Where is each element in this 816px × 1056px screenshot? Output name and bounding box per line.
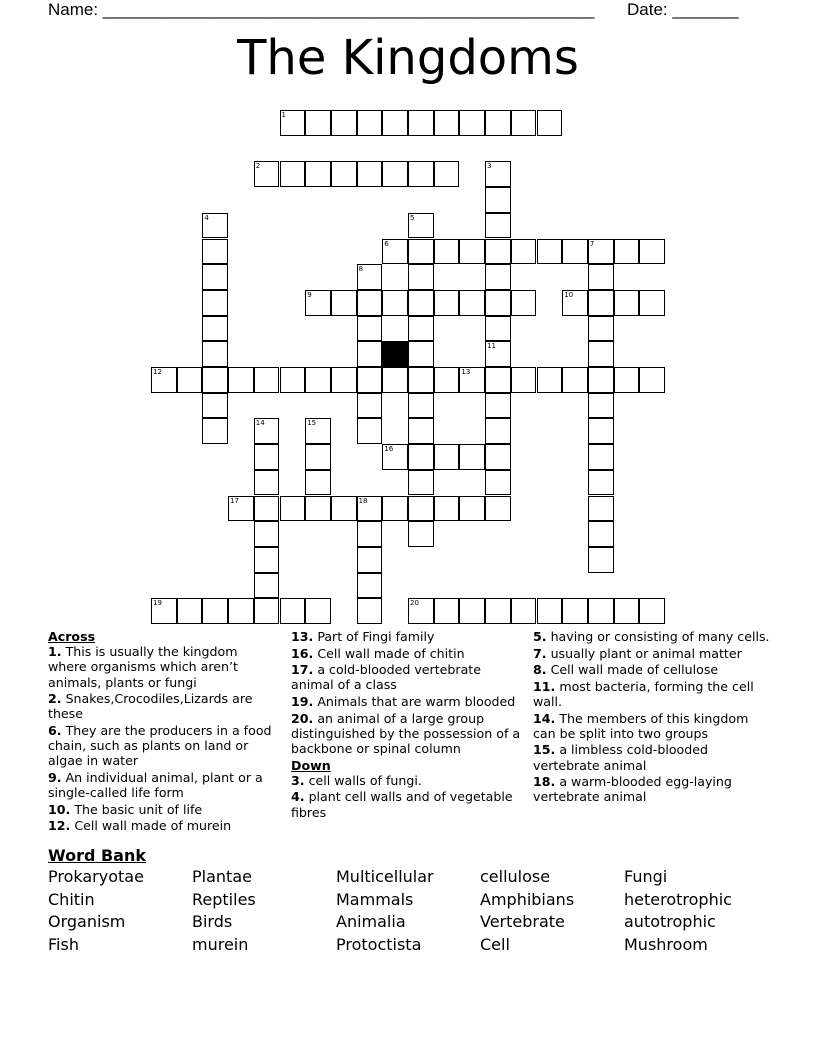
- word-bank-word: Multicellular: [336, 867, 434, 886]
- clue-number: 17: [230, 496, 240, 505]
- grid-cell[interactable]: [588, 418, 614, 444]
- clue-text: An individual animal, plant or a single-called life form: [48, 770, 263, 801]
- grid-cell[interactable]: [459, 496, 485, 522]
- black-cell: [382, 341, 408, 367]
- word-bank-word: Fungi: [624, 867, 668, 886]
- word-bank-word: Fish: [48, 934, 79, 954]
- grid-cell[interactable]: [434, 598, 460, 624]
- clues-column-1: [48, 629, 280, 835]
- clue-number: 12: [153, 368, 162, 376]
- grid-cell[interactable]: [434, 110, 460, 136]
- grid-cell[interactable]: [408, 496, 434, 522]
- grid-cell[interactable]: [202, 290, 228, 316]
- grid-cell[interactable]: [254, 444, 280, 470]
- clue-item: [48, 770, 280, 800]
- clue-text: plant cell walls and of vegetable fibres: [291, 789, 513, 820]
- grid-cell[interactable]: [485, 213, 511, 239]
- clue-number: 18: [358, 496, 368, 505]
- word-bank-word: Reptiles: [192, 889, 256, 909]
- grid-cell[interactable]: [614, 239, 640, 265]
- grid-cell[interactable]: [280, 161, 306, 187]
- grid-cell[interactable]: [588, 367, 614, 393]
- clue-text: Snakes,Crocodiles,Lizards are these: [48, 691, 253, 722]
- grid-cell[interactable]: [511, 110, 537, 136]
- clue-text: a cold-blooded vertebrate animal of a class: [291, 662, 481, 693]
- clue-num: 19.: [291, 693, 314, 709]
- date-field-label: Date: _______: [627, 0, 739, 19]
- grid-cell[interactable]: [408, 367, 434, 393]
- grid-cell[interactable]: [485, 110, 511, 136]
- grid-cell[interactable]: [485, 393, 511, 419]
- clue-item: [291, 646, 523, 661]
- grid-cell[interactable]: [485, 290, 511, 316]
- clue-number: 2: [255, 162, 261, 171]
- grid-cell[interactable]: [357, 290, 383, 316]
- grid-cell[interactable]: [254, 496, 280, 522]
- clue-item: [48, 723, 280, 769]
- clue-num: 3.: [291, 772, 305, 788]
- clue-number: 7: [589, 239, 595, 248]
- clue-num: 1.: [48, 644, 62, 660]
- clues-column-2: [291, 629, 523, 821]
- grid-cell[interactable]: [357, 418, 383, 444]
- word-bank-word: autotrophic: [624, 912, 716, 931]
- grid-cell[interactable]: [254, 418, 280, 444]
- grid-cell[interactable]: [459, 110, 485, 136]
- grid-cell[interactable]: [408, 316, 434, 342]
- clue-item: [291, 629, 523, 644]
- clue-item: [291, 711, 523, 757]
- grid-cell[interactable]: [562, 598, 588, 624]
- clue-number: 10: [564, 290, 574, 299]
- clue-num: 5.: [533, 629, 547, 644]
- grid-cell[interactable]: [588, 444, 614, 470]
- grid-cell[interactable]: [254, 161, 280, 187]
- grid-cell[interactable]: [639, 239, 665, 265]
- clue-text: Cell wall made of murein: [70, 818, 232, 834]
- grid-cell[interactable]: [459, 290, 485, 316]
- grid-cell[interactable]: [511, 290, 537, 316]
- grid-cell[interactable]: [228, 367, 254, 393]
- word-bank-word: Protoctista: [336, 934, 422, 954]
- grid-cell[interactable]: [614, 598, 640, 624]
- grid-cell[interactable]: [254, 367, 280, 393]
- grid-cell[interactable]: [562, 290, 588, 316]
- clue-item: [533, 774, 773, 804]
- clue-num: 12.: [48, 818, 71, 834]
- grid-cell[interactable]: [434, 444, 460, 470]
- clue-text: most bacteria, forming the cell wall.: [533, 678, 754, 709]
- grid-cell[interactable]: [280, 598, 306, 624]
- word-bank-word: Chitin: [48, 889, 95, 909]
- grid-cell[interactable]: [254, 573, 280, 599]
- across-heading: Across: [48, 629, 96, 644]
- grid-cell[interactable]: [537, 598, 563, 624]
- clue-item: [291, 773, 523, 788]
- word-bank-word: Vertebrate: [480, 912, 565, 931]
- grid-cell[interactable]: [588, 290, 614, 316]
- grid-cell[interactable]: [280, 367, 306, 393]
- grid-cell[interactable]: [408, 444, 434, 470]
- clue-num: 9.: [48, 770, 62, 785]
- clue-text: a warm-blooded egg-laying vertebrate animal: [533, 774, 732, 805]
- clue-number: 6: [384, 239, 389, 248]
- grid-cell[interactable]: [357, 496, 383, 522]
- grid-cell[interactable]: [408, 521, 434, 547]
- grid-cell[interactable]: [511, 239, 537, 265]
- grid-cell[interactable]: [305, 444, 331, 470]
- word-bank-title: Word Bank: [48, 846, 147, 865]
- clue-text: Animals that are warm blooded: [313, 693, 516, 709]
- grid-cell[interactable]: [305, 367, 331, 393]
- grid-cell[interactable]: [382, 110, 408, 136]
- clue-text: This is usually the kingdom where organisms which aren’t animals, plants or fungi: [48, 644, 238, 690]
- clue-number: 14: [255, 419, 265, 428]
- grid-cell[interactable]: [228, 496, 254, 522]
- grid-cell[interactable]: [588, 521, 614, 547]
- clue-text: an animal of a large group distinguished by the possession of a backbone or spinal column: [291, 710, 521, 756]
- grid-cell[interactable]: [485, 239, 511, 265]
- clue-num: 20.: [291, 710, 314, 726]
- grid-cell[interactable]: [408, 393, 434, 419]
- clue-text: The basic unit of life: [70, 801, 203, 817]
- clue-item: [48, 802, 280, 817]
- grid-cell[interactable]: [485, 187, 511, 213]
- clue-num: 14.: [533, 710, 556, 726]
- grid-cell[interactable]: [537, 367, 563, 393]
- clue-num: 11.: [533, 678, 556, 694]
- clue-text: Part of Fingi family: [313, 629, 435, 644]
- grid-cell[interactable]: [357, 521, 383, 547]
- word-bank: [48, 867, 768, 954]
- clue-text: a limbless cold-blooded vertebrate animal: [533, 742, 708, 773]
- down-heading: Down: [291, 757, 331, 773]
- clue-item: [533, 711, 773, 741]
- grid-cell[interactable]: [485, 316, 511, 342]
- grid-cell[interactable]: [639, 598, 665, 624]
- grid-cell[interactable]: [357, 264, 383, 290]
- clue-num: 13.: [291, 629, 314, 644]
- grid-cell[interactable]: [151, 367, 177, 393]
- grid-cell[interactable]: [357, 367, 383, 393]
- grid-cell[interactable]: [305, 290, 331, 316]
- clue-item: [48, 644, 280, 690]
- clue-text: The members of this kingdom can be split into two groups: [533, 710, 749, 741]
- grid-cell[interactable]: [151, 598, 177, 624]
- grid-cell[interactable]: [305, 496, 331, 522]
- clue-number: 13: [461, 368, 471, 376]
- clue-num: 16.: [291, 645, 314, 661]
- grid-cell[interactable]: [305, 598, 331, 624]
- clue-num: 10.: [48, 801, 71, 817]
- grid-cell[interactable]: [588, 598, 614, 624]
- grid-cell[interactable]: [485, 264, 511, 290]
- grid-cell[interactable]: [305, 110, 331, 136]
- clue-item: [48, 818, 280, 833]
- grid-cell[interactable]: [459, 367, 485, 393]
- grid-cell[interactable]: [202, 316, 228, 342]
- grid-cell[interactable]: [434, 367, 460, 393]
- word-bank-word: Birds: [192, 912, 233, 931]
- grid-cell[interactable]: [331, 110, 357, 136]
- grid-cell[interactable]: [357, 598, 383, 624]
- clue-text: Cell wall made of chitin: [313, 645, 465, 661]
- clue-item: [291, 789, 523, 819]
- grid-cell[interactable]: [331, 290, 357, 316]
- grid-cell[interactable]: [485, 470, 511, 496]
- grid-cell[interactable]: [485, 367, 511, 393]
- word-bank-word: Prokaryotae: [48, 867, 144, 886]
- grid-cell[interactable]: [280, 496, 306, 522]
- grid-cell[interactable]: [357, 547, 383, 573]
- grid-cell[interactable]: [202, 264, 228, 290]
- clue-text: having or consisting of many cells.: [546, 629, 770, 644]
- grid-cell[interactable]: [408, 290, 434, 316]
- grid-cell[interactable]: [305, 470, 331, 496]
- word-bank-word: Plantae: [192, 867, 252, 886]
- grid-cell[interactable]: [382, 290, 408, 316]
- grid-cell[interactable]: [588, 393, 614, 419]
- clue-text: They are the producers in a food chain, such as plants on land or algae in water: [48, 723, 272, 769]
- grid-cell[interactable]: [459, 239, 485, 265]
- grid-cell[interactable]: [177, 367, 203, 393]
- grid-cell[interactable]: [254, 470, 280, 496]
- grid-cell[interactable]: [434, 496, 460, 522]
- grid-cell[interactable]: [639, 367, 665, 393]
- clue-item: [291, 694, 523, 709]
- clue-item: [533, 629, 773, 644]
- grid-cell[interactable]: [228, 598, 254, 624]
- grid-cell[interactable]: [202, 598, 228, 624]
- grid-cell[interactable]: [434, 161, 460, 187]
- grid-cell[interactable]: [408, 598, 434, 624]
- clue-num: 15.: [533, 742, 556, 758]
- grid-cell[interactable]: [485, 496, 511, 522]
- clue-text: usually plant or animal matter: [546, 645, 742, 661]
- clue-item: [291, 662, 523, 692]
- clue-number: 1: [281, 111, 286, 119]
- grid-cell[interactable]: [357, 393, 383, 419]
- grid-cell[interactable]: [588, 547, 614, 573]
- clue-item: [533, 662, 773, 677]
- grid-cell[interactable]: [562, 239, 588, 265]
- grid-cell[interactable]: [357, 110, 383, 136]
- grid-cell[interactable]: [254, 521, 280, 547]
- clue-number: 9: [307, 290, 312, 299]
- grid-cell[interactable]: [357, 161, 383, 187]
- grid-cell[interactable]: [202, 418, 228, 444]
- clue-text: Cell wall made of cellulose: [546, 662, 719, 678]
- clue-number: 4: [204, 213, 209, 222]
- clue-number: 20: [410, 599, 419, 608]
- grid-cell[interactable]: [434, 239, 460, 265]
- grid-cell[interactable]: [280, 110, 306, 136]
- grid-cell[interactable]: [588, 470, 614, 496]
- grid-cell[interactable]: [382, 161, 408, 187]
- grid-cell[interactable]: [331, 161, 357, 187]
- grid-cell[interactable]: [537, 110, 563, 136]
- grid-cell[interactable]: [639, 290, 665, 316]
- grid-cell[interactable]: [202, 213, 228, 239]
- word-bank-word: heterotrophic: [624, 889, 732, 909]
- grid-cell[interactable]: [408, 110, 434, 136]
- clue-item: [533, 679, 773, 709]
- clue-number: 15: [307, 419, 317, 428]
- grid-cell[interactable]: [588, 316, 614, 342]
- grid-cell[interactable]: [382, 444, 408, 470]
- grid-cell[interactable]: [459, 444, 485, 470]
- grid-cell[interactable]: [202, 367, 228, 393]
- clue-number: 8: [358, 265, 364, 274]
- grid-cell[interactable]: [588, 496, 614, 522]
- grid-cell[interactable]: [305, 418, 331, 444]
- grid-cell[interactable]: [588, 264, 614, 290]
- clue-number: 3: [487, 162, 492, 171]
- word-bank-word: Amphibians: [480, 889, 575, 909]
- word-bank-word: Mushroom: [624, 934, 708, 954]
- word-bank-word: Animalia: [336, 912, 406, 931]
- page-title: The Kingdoms: [237, 30, 579, 86]
- grid-cell[interactable]: [408, 418, 434, 444]
- grid-cell[interactable]: [511, 367, 537, 393]
- grid-cell[interactable]: [537, 239, 563, 265]
- grid-cell[interactable]: [434, 290, 460, 316]
- clue-num: 17.: [291, 662, 314, 678]
- grid-cell[interactable]: [614, 290, 640, 316]
- grid-cell[interactable]: [382, 239, 408, 265]
- grid-cell[interactable]: [408, 341, 434, 367]
- grid-cell[interactable]: [331, 496, 357, 522]
- clue-item: [48, 691, 280, 721]
- grid-cell[interactable]: [485, 341, 511, 367]
- word-bank-word: murein: [192, 934, 249, 954]
- grid-cell[interactable]: [459, 598, 485, 624]
- clue-number: 19: [153, 599, 162, 608]
- clue-num: 18.: [533, 774, 556, 790]
- grid-cell[interactable]: [357, 316, 383, 342]
- word-bank-word: cellulose: [480, 867, 551, 886]
- grid-cell[interactable]: [614, 367, 640, 393]
- clue-item: [533, 742, 773, 772]
- grid-cell[interactable]: [331, 367, 357, 393]
- grid-cell[interactable]: [382, 496, 408, 522]
- grid-cell[interactable]: [357, 573, 383, 599]
- clue-num: 8.: [533, 662, 547, 678]
- grid-cell[interactable]: [382, 367, 408, 393]
- grid-cell[interactable]: [485, 161, 511, 187]
- grid-cell[interactable]: [254, 598, 280, 624]
- grid-cell[interactable]: [202, 239, 228, 265]
- grid-cell[interactable]: [408, 470, 434, 496]
- grid-cell[interactable]: [588, 341, 614, 367]
- grid-cell[interactable]: [485, 444, 511, 470]
- grid-cell[interactable]: [408, 213, 434, 239]
- grid-cell[interactable]: [254, 547, 280, 573]
- word-bank-word: Mammals: [336, 889, 414, 909]
- grid-cell[interactable]: [408, 239, 434, 265]
- clue-text: cell walls of fungi.: [304, 772, 422, 788]
- grid-cell[interactable]: [202, 393, 228, 419]
- grid-cell[interactable]: [202, 341, 228, 367]
- word-bank-word: Cell: [480, 934, 510, 954]
- clue-num: 4.: [291, 789, 305, 805]
- grid-cell[interactable]: [305, 161, 331, 187]
- clue-number: 5: [410, 213, 415, 222]
- grid-cell[interactable]: [485, 418, 511, 444]
- word-bank-word: Organism: [48, 912, 126, 931]
- grid-cell[interactable]: [562, 367, 588, 393]
- grid-cell[interactable]: [177, 598, 203, 624]
- grid-cell[interactable]: [511, 598, 537, 624]
- clue-number: 16: [384, 445, 394, 454]
- clue-number: 11: [487, 342, 497, 351]
- grid-cell[interactable]: [408, 264, 434, 290]
- grid-cell[interactable]: [357, 341, 383, 367]
- clue-num: 2.: [48, 691, 62, 707]
- clues-column-3: [533, 629, 773, 806]
- clue-num: 7.: [533, 645, 547, 661]
- clue-num: 6.: [48, 723, 62, 738]
- grid-cell[interactable]: [588, 239, 614, 265]
- clue-item: [533, 646, 773, 661]
- grid-cell[interactable]: [408, 161, 434, 187]
- name-field-label: Name: ____________________________________________________: [48, 0, 595, 19]
- grid-cell[interactable]: [485, 598, 511, 624]
